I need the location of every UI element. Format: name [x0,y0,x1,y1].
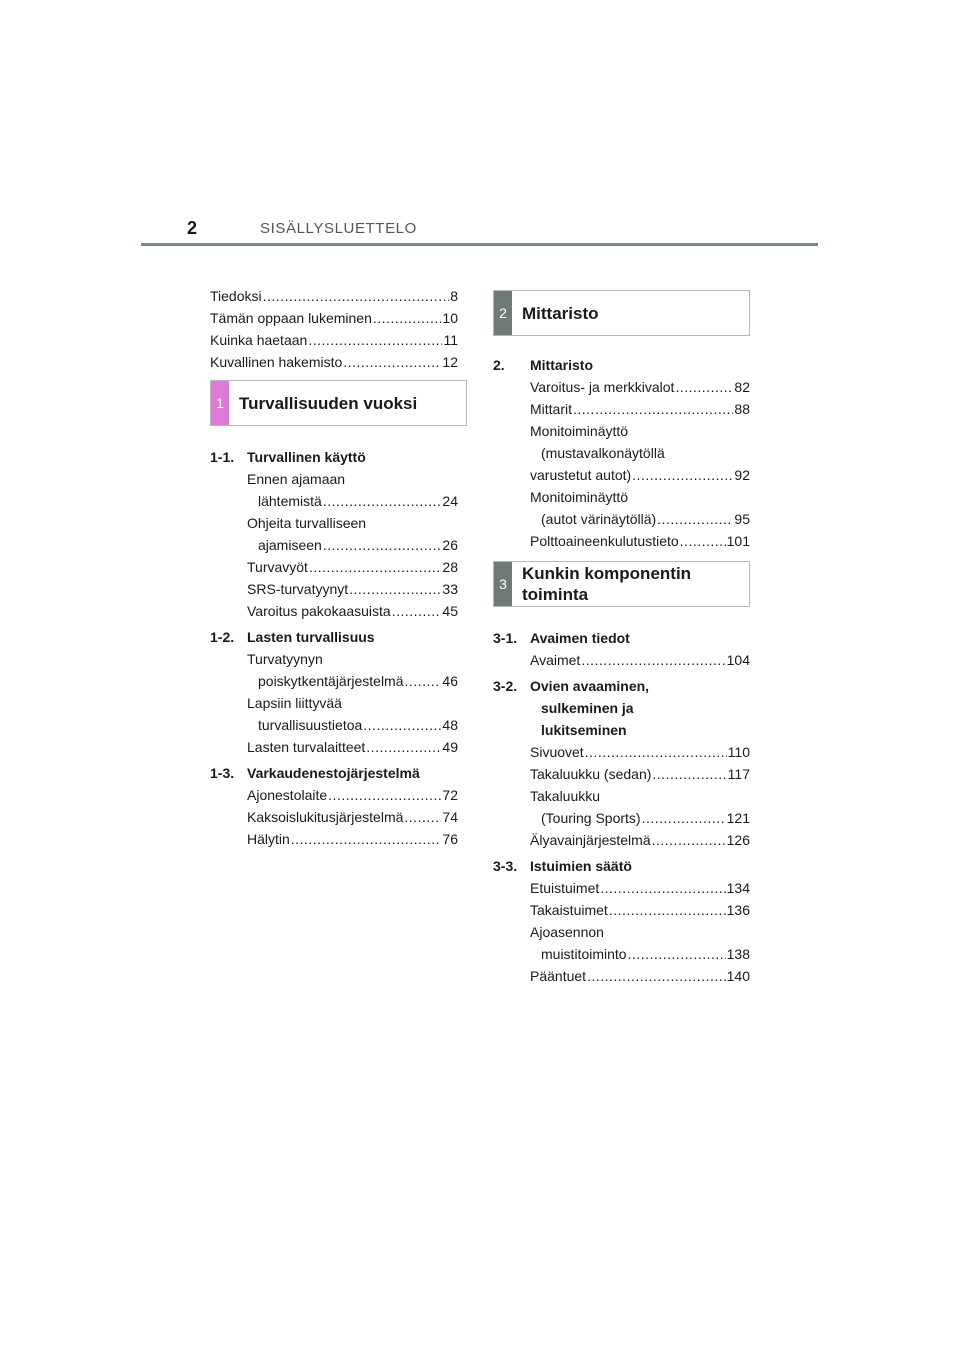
page-ref: 48 [442,717,458,733]
chapter-1-tab: 1 [211,381,229,425]
section-1-2-heading[interactable]: 1-2. Lasten turvallisuus [210,629,375,645]
intro-list [210,285,458,373]
page-ref: 12 [442,354,458,370]
toc-entry[interactable]: Ajonestolaite ..... 72 [247,784,458,806]
page-ref: 88 [734,401,750,417]
toc-entry[interactable]: SRS-turvatyynyt ..... 33 [247,578,458,600]
page-ref: 138 [726,946,750,962]
toc-right-column [493,290,750,987]
toc-entry[interactable]: Kuvallinen hakemisto ..... 12 [210,351,458,373]
toc-entry[interactable]: Ennen ajamaan lähtemistä ..... 24 [247,468,458,512]
toc-entry[interactable]: Ohjeita turvalliseen ajamiseen ..... 26 [247,512,458,556]
page-ref: 136 [726,902,750,918]
chapter-2-tab: 2 [494,291,512,335]
page-ref: 126 [726,832,750,848]
toc-entry[interactable]: Tiedoksi ..... 8 [210,285,458,307]
section-3-3-heading[interactable]: 3-3. Istuimien säätö [493,858,632,874]
toc-entry[interactable]: Älyavainjärjestelmä ..... 126 [530,829,750,851]
toc-entry[interactable]: Varoitus pakokaasuista ..... 45 [247,600,458,622]
toc-entry[interactable]: Pääntuet ..... 140 [530,965,750,987]
chapter-3-tab: 3 [494,562,512,606]
section-3-2-heading[interactable]: 3-2. Ovien avaaminen, sulkeminen ja lukitseminen [493,678,650,738]
section-1-3-heading[interactable]: 1-3. Varkaudenestojärjestelmä [210,765,420,781]
toc-entry[interactable]: Ajoasennon muistitoiminto ..... 138 [530,921,750,965]
toc-left-column [210,285,458,850]
running-title: SISÄLLYSLUETTELO [260,220,417,237]
page-ref: 101 [726,533,750,549]
toc-entry[interactable]: Turvavyöt ..... 28 [247,556,458,578]
toc-entry[interactable]: Lasten turvalaitteet ..... 49 [247,736,458,758]
page-ref: 11 [443,332,458,348]
page-ref: 104 [726,652,750,668]
toc-entry[interactable]: Avaimet ..... 104 [530,649,750,671]
page-ref: 24 [442,493,458,509]
page-ref: 74 [442,809,458,825]
page-ref: 117 [727,766,750,782]
header-rule [141,243,818,246]
section-3-1-heading[interactable]: 3-1. Avaimen tiedot [493,630,630,646]
page-ref: 134 [726,880,750,896]
toc-entry[interactable]: Mittarit ..... 88 [530,398,750,420]
chapter-3-box[interactable] [493,561,750,607]
toc-entry[interactable]: Takaluukku (sedan) ..... 117 [530,763,750,785]
page-ref: 49 [442,739,458,755]
section-1-1-heading[interactable]: 1-1. Turvallinen käyttö [210,449,366,465]
section-2-heading[interactable]: 2. Mittaristo [493,357,593,373]
toc-entry[interactable]: Polttoaineenkulutustieto ..... 101 [530,530,750,552]
page-ref: 92 [734,467,750,483]
toc-entry[interactable]: Hälytin ..... 76 [247,828,458,850]
page-ref: 46 [442,673,458,689]
page-header [141,214,818,246]
page-ref: 26 [442,537,458,553]
page-number: 2 [187,218,198,238]
chapter-2-title: Mittaristo [522,303,599,323]
chapter-1-title: Turvallisuuden vuoksi [239,393,418,413]
toc-entry[interactable]: Monitoiminäyttö (autot värinäytöllä) ..... 95 [530,486,750,530]
toc-entry[interactable]: Sivuovet ..... 110 [530,741,750,763]
toc-entry[interactable]: Etuistuimet ..... 134 [530,877,750,899]
page-ref: 72 [442,787,458,803]
page-ref: 33 [442,581,458,597]
page-ref: 121 [726,810,750,826]
toc-entry[interactable]: Tämän oppaan lukeminen ..... 10 [210,307,458,329]
page-ref: 10 [442,310,458,326]
chapter-3-title: Kunkin komponentin toiminta [522,564,692,604]
toc-entry[interactable]: Takaluukku (Touring Sports) ..... 121 [530,785,750,829]
toc-entry[interactable]: Kuinka haetaan ..... 11 [210,329,458,351]
page-ref: 28 [442,559,458,575]
page-ref: 140 [726,968,750,984]
page-ref: 82 [734,379,750,395]
toc-entry[interactable]: Monitoiminäyttö (mustavalkonäytöllä varustetut autot) ..... 92 [530,420,750,486]
toc-entry[interactable]: Varoitus- ja merkkivalot ..... 82 [530,376,750,398]
page-ref: 8 [450,288,458,304]
page-ref: 45 [442,603,458,619]
page-ref: 95 [734,511,750,527]
toc-entry[interactable]: Turvatyynyn poiskytkentäjärjestelmä ..... 46 [247,648,458,692]
chapter-1-box[interactable] [210,380,467,426]
toc-entry[interactable]: Takaistuimet ..... 136 [530,899,750,921]
page-ref: 76 [442,831,458,847]
chapter-2-box[interactable] [493,290,750,336]
page-ref: 110 [727,744,750,760]
toc-entry[interactable]: Lapsiin liittyvää turvallisuustietoa ..... 48 [247,692,458,736]
toc-entry[interactable]: Kaksoislukitusjärjestelmä ..... 74 [247,806,458,828]
